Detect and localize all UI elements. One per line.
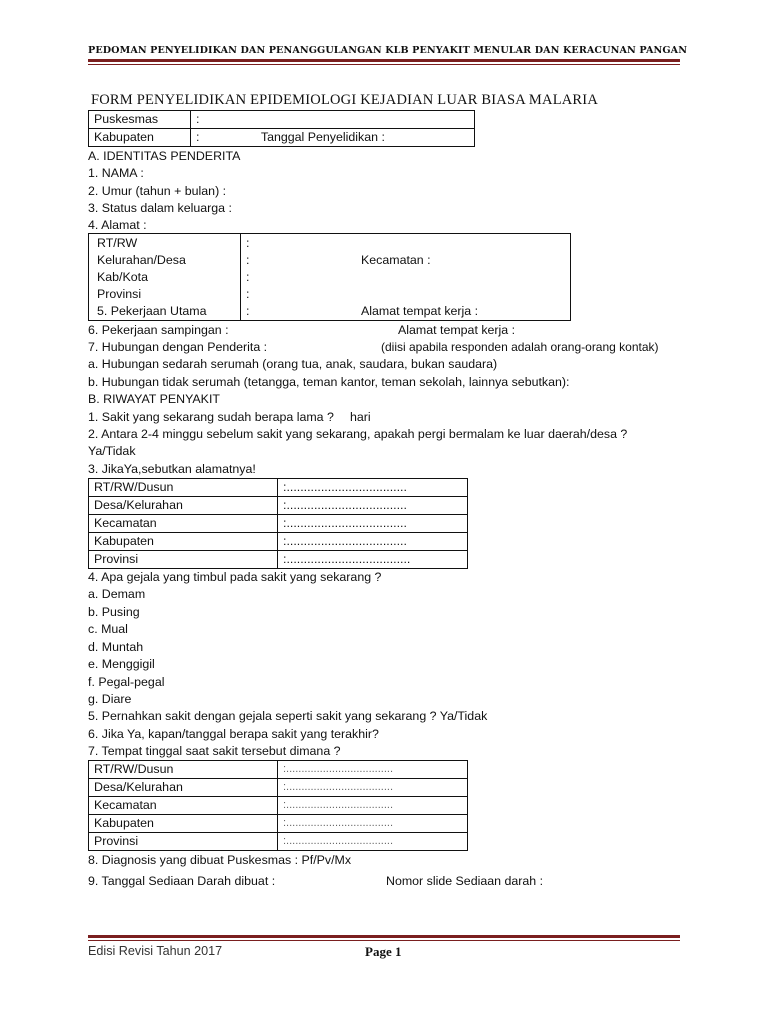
q1-unit: hari [350, 410, 371, 424]
kecamatan-field[interactable]: Kecamatan : [361, 253, 431, 267]
footer-rule-thin [88, 940, 680, 941]
nama-field[interactable]: 1. NAMA : [88, 166, 144, 180]
q7-tempat-tinggal: 7. Tempat tinggal saat sakit tersebut dimana ? [88, 744, 341, 758]
symptom-option[interactable]: d. Muntah [88, 639, 144, 654]
rt-rw-field[interactable]: : [246, 236, 250, 250]
row-value-field[interactable]: :................................... [278, 479, 468, 497]
q8-diagnosis[interactable]: 8. Diagnosis yang dibuat Puskesmas : Pf/Pv/Mx [88, 853, 352, 867]
pekerjaan-utama-label: 5. Pekerjaan Utama [97, 304, 207, 318]
row-value-field[interactable]: :................................... [278, 815, 468, 833]
pekerjaan-utama-field[interactable]: : [246, 304, 250, 318]
table-row [89, 815, 468, 833]
table-row [89, 551, 468, 569]
q2-answer[interactable]: Ya/Tidak [88, 444, 136, 458]
row-value-field[interactable]: :................................... [278, 761, 468, 779]
row-label: Kecamatan [89, 515, 278, 533]
row-label: RT/RW/Dusun [89, 761, 278, 779]
q4-gejala: 4. Apa gejala yang timbul pada sakit yang sekarang ? [88, 570, 382, 584]
q1-lama-sakit: 1. Sakit yang sekarang sudah berapa lama ? [88, 410, 334, 424]
kabupaten-label: Kabupaten [89, 129, 191, 147]
kelurahan-desa-label: Kelurahan/Desa [97, 253, 186, 267]
alamat-table-2 [88, 760, 468, 851]
hubungan-note: (diisi apabila responden adalah orang-orang kontak) [381, 340, 659, 354]
top-info-table [88, 110, 475, 147]
row-value-field[interactable]: :................................... [278, 833, 468, 851]
pekerjaan-sampingan-field[interactable]: 6. Pekerjaan sampingan : [88, 323, 229, 337]
row-label: RT/RW/Dusun [89, 479, 278, 497]
table-row [89, 779, 468, 797]
q9-tanggal-sediaan[interactable]: 9. Tanggal Sediaan Darah dibuat : [88, 874, 276, 888]
q5-pernah-sakit[interactable]: 5. Pernahkan sakit dengan gejala seperti sakit yang sekarang ? Ya/Tidak [88, 709, 488, 723]
table-row [89, 797, 468, 815]
alamat-tempat-kerja-2-field[interactable]: Alamat tempat kerja : [398, 323, 516, 337]
row-value-field[interactable]: :.................................... [278, 551, 468, 569]
table-row [89, 479, 468, 497]
tanggal-penyelidikan-label: Tanggal Penyelidikan : [260, 130, 385, 144]
row-value-field[interactable]: :................................... [278, 797, 468, 815]
symptom-option[interactable]: a. Demam [88, 587, 146, 601]
footer-rule-thick [88, 935, 680, 938]
symptom-option[interactable]: f. Pegal-pegal [88, 674, 165, 689]
section-b-heading: B. RIWAYAT PENYAKIT [88, 392, 220, 406]
umur-field[interactable]: 2. Umur (tahun + bulan) : [88, 184, 227, 198]
table-row [89, 497, 468, 515]
table-row [89, 833, 468, 851]
kab-kota-label: Kab/Kota [97, 270, 148, 284]
provinsi-field[interactable]: : [246, 287, 250, 301]
provinsi-label: Provinsi [97, 287, 142, 301]
table-row [89, 515, 468, 533]
q3-alamat: 3. JikaYa,sebutkan alamatnya! [88, 462, 256, 476]
row-label: Kecamatan [89, 797, 278, 815]
kab-kota-field[interactable]: : [246, 270, 250, 284]
alamat-label: 4. Alamat : [88, 218, 147, 232]
nomor-slide-field[interactable]: Nomor slide Sediaan darah : [386, 874, 544, 888]
puskesmas-field[interactable] [191, 111, 475, 129]
q6-kapan[interactable]: 6. Jika Ya, kapan/tanggal berapa sakit yang terakhir? [88, 727, 379, 741]
hubungan-option-b[interactable]: b. Hubungan tidak serumah (tetangga, teman kantor, teman sekolah, lainnya sebutkan): [88, 375, 570, 389]
row-label: Kabupaten [89, 815, 278, 833]
row-label: Provinsi [89, 833, 278, 851]
alamat-tempat-kerja-field[interactable]: Alamat tempat kerja : [361, 304, 479, 318]
address-box-divider [240, 234, 241, 320]
hubungan-option-a[interactable]: a. Hubungan sedarah serumah (orang tua, anak, saudara, bukan saudara) [88, 357, 498, 371]
address-box [88, 233, 571, 321]
table-row [89, 761, 468, 779]
row-label: Kabupaten [89, 533, 278, 551]
table-row [89, 533, 468, 551]
symptom-option[interactable]: b. Pusing [88, 604, 140, 619]
colon: : [196, 112, 200, 126]
symptom-option[interactable]: c. Mual [88, 622, 128, 636]
running-header: PEDOMAN PENYELIDIKAN DAN PENANGGULANGAN KLB PENYAKIT MENULAR DAN KERACUNAN PANGAN [88, 45, 688, 56]
row-label: Desa/Kelurahan [89, 779, 278, 797]
header-rule-thick [88, 59, 680, 62]
kelurahan-desa-field[interactable]: : [246, 253, 250, 267]
colon: : [196, 130, 200, 144]
row-value-field[interactable]: :................................... [278, 497, 468, 515]
symptom-option[interactable]: e. Menggigil [88, 657, 155, 671]
rt-rw-label: RT/RW [97, 236, 138, 250]
row-value-field[interactable]: :................................... [278, 515, 468, 533]
page-number: Page 1 [365, 944, 402, 959]
row-value-field[interactable]: :................................... [278, 533, 468, 551]
alamat-table-1 [88, 478, 468, 569]
q2-bermalam: 2. Antara 2-4 minggu sebelum sakit yang sekarang, apakah pergi bermalam ke luar daerah/desa ? [88, 427, 628, 441]
hubungan-field[interactable]: 7. Hubungan dengan Penderita : [88, 340, 268, 354]
symptom-option[interactable]: g. Diare [88, 692, 132, 706]
edition-label: Edisi Revisi Tahun 2017 [88, 944, 223, 958]
kabupaten-field[interactable] [191, 129, 475, 147]
form-title: FORM PENYELIDIKAN EPIDEMIOLOGI KEJADIAN LUAR BIASA MALARIA [91, 92, 598, 108]
row-value-field[interactable]: :................................... [278, 779, 468, 797]
puskesmas-label: Puskesmas [89, 111, 191, 129]
status-keluarga-field[interactable]: 3. Status dalam keluarga : [88, 201, 232, 215]
header-rule-thin [88, 64, 680, 65]
row-label: Provinsi [89, 551, 278, 569]
row-label: Desa/Kelurahan [89, 497, 278, 515]
section-a-heading: A. IDENTITAS PENDERITA [88, 149, 241, 163]
